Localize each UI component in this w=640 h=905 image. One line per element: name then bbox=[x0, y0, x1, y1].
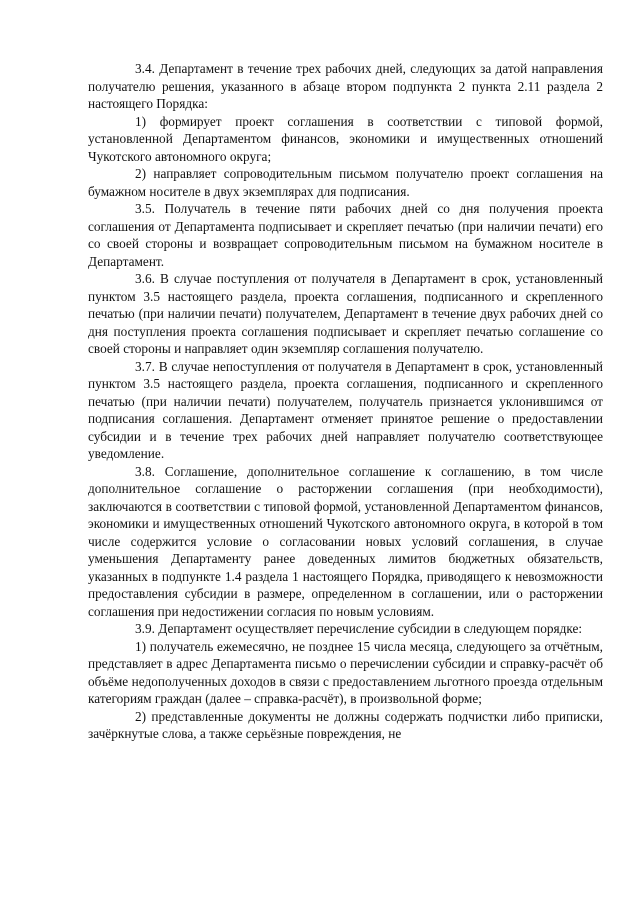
paragraph-3-8: 3.8. Соглашение, дополнительное соглашение к соглашению, в том числе дополнительное соглашение о расторжении соглашения (при необходимости), заключаются в соответствии с типовой формой, установленной Департаментом финансов, экономики и имущественных отношений Чукотского автономного округа, в которой в том числе содержится условие о согласовании новых условий соглашения, в случае уменьшения Департаменту ранее доведенных лимитов бюджетных обязательств, указанных в подпункте 1.4 раздела 1 настоящего Порядка, приводящего к невозможности предоставления субсидии в размере, определенном в соглашении, или о расторжении соглашения при недостижении согласия по новым условиям. bbox=[88, 463, 603, 619]
paragraph-3-4-item-1: 1) формирует проект соглашения в соответствии с типовой формой, установленной Департаментом финансов, экономики и имущественных отношений Чукотского автономного округа; bbox=[88, 113, 603, 164]
paragraph-3-7: 3.7. В случае непоступления от получателя в Департамент в срок, установленный пунктом 3.5 настоящего раздела, проекта соглашения, подписанного и скрепленного печатью (при наличии печати) получателем, получатель признается уклонившимся от подписания соглашения. Департамент отменяет принятое решение о предоставлении субсидии и в течение трех рабочих дней направляет получателю соответствующее уведомление. bbox=[88, 358, 603, 461]
paragraph-3-9-item-1: 1) получатель ежемесячно, не позднее 15 числа месяца, следующего за отчётным, представляет в адрес Департамента письмо о перечислении субсидии и справку-расчёт об объёме недополученных доходов в связи с предоставлением льготного проезда отдельным категориям граждан (далее – справка-расчёт), в произвольной форме; bbox=[88, 638, 603, 706]
paragraph-3-6: 3.6. В случае поступления от получателя в Департамент в срок, установленный пунктом 3.5 настоящего раздела, проекта соглашения, подписанного и скрепленного печатью (при наличии печати) получателем, Департамент в течение двух рабочих дней со дня поступления проекта соглашения подписывает и скрепляет печатью соглашение со своей стороны и направляет один экземпляр соглашения получателю. bbox=[88, 271, 603, 356]
paragraph-3-5: 3.5. Получатель в течение пяти рабочих дней со дня получения проекта соглашения от Департамента подписывает и скрепляет печатью (при наличии печати) его со своей стороны и возвращает сопроводительным письмом на бумажном носителе в Департамент. bbox=[88, 201, 603, 269]
paragraph-3-9-item-2: 2) представленные документы не должны содержать подчистки либо приписки, зачёркнутые слова, а также серьёзные повреждения, не bbox=[88, 708, 603, 741]
paragraph-3-4-item-2: 2) направляет сопроводительным письмом получателю проект соглашения на бумажном носителе в двух экземплярах для подписания. bbox=[88, 166, 603, 199]
paragraph-3-4: 3.4. Департамент в течение трех рабочих дней, следующих за датой направления получателю решения, указанного в абзаце втором подпункта 2 пункта 2.11 раздела 2 настоящего Порядка: bbox=[88, 61, 603, 111]
document-page bbox=[88, 60, 603, 743]
paragraph-3-9: 3.9. Департамент осуществляет перечисление субсидии в следующем порядке: bbox=[135, 621, 583, 636]
